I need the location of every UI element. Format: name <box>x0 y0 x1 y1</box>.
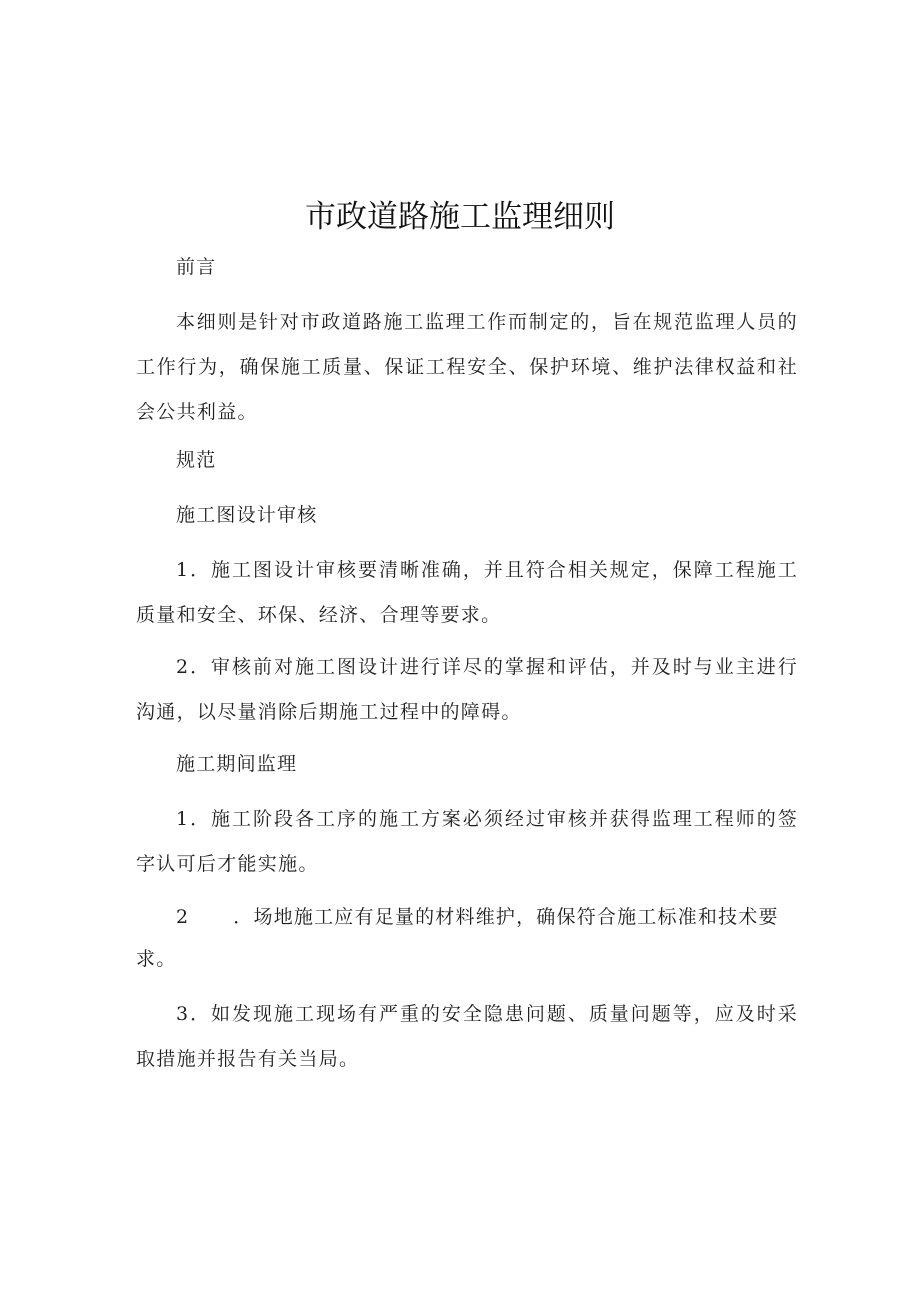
preface-heading: 前言 <box>176 256 217 278</box>
supervision-item-2-line-1 <box>136 895 836 940</box>
document-title: 市政道路施工监理细则 <box>305 199 615 235</box>
drawing-review-item-1: 1．施工图设计审核要清晰准确，并且符合相关规定，保障工程施工质量和安全、环保、经济、合理等要求。 <box>136 559 798 626</box>
drawing-review-item-2: 2．审核前对施工图设计进行详尽的掌握和评估，并及时与业主进行沟通，以尽量消除后期施工过程中的障碍。 <box>136 656 798 723</box>
supervision-item-2-line-2: 求。 <box>136 948 177 970</box>
section-heading-construction-supervision: 施工期间监理 <box>176 753 298 775</box>
supervision-item-2-text: ．场地施工应有足量的材料维护，确保符合施工标准和技术要 <box>233 906 779 928</box>
norms-heading: 规范 <box>176 449 217 471</box>
supervision-item-1: 1．施工阶段各工序的施工方案必须经过审核并获得监理工程师的签字认可后才能实施。 <box>136 808 798 875</box>
supervision-item-3: 3．如发现施工现场有严重的安全隐患问题、质量问题等，应及时采取措施并报告有关当局。 <box>136 1003 798 1070</box>
section-heading-drawing-review: 施工图设计审核 <box>176 504 318 526</box>
preface-paragraph: 本细则是针对市政道路施工监理工作而制定的，旨在规范监理人员的工作行为，确保施工质量、保证工程安全、保护环境、维护法律权益和社会公共利益。 <box>136 311 798 423</box>
supervision-item-2-number: 2 <box>176 906 190 928</box>
